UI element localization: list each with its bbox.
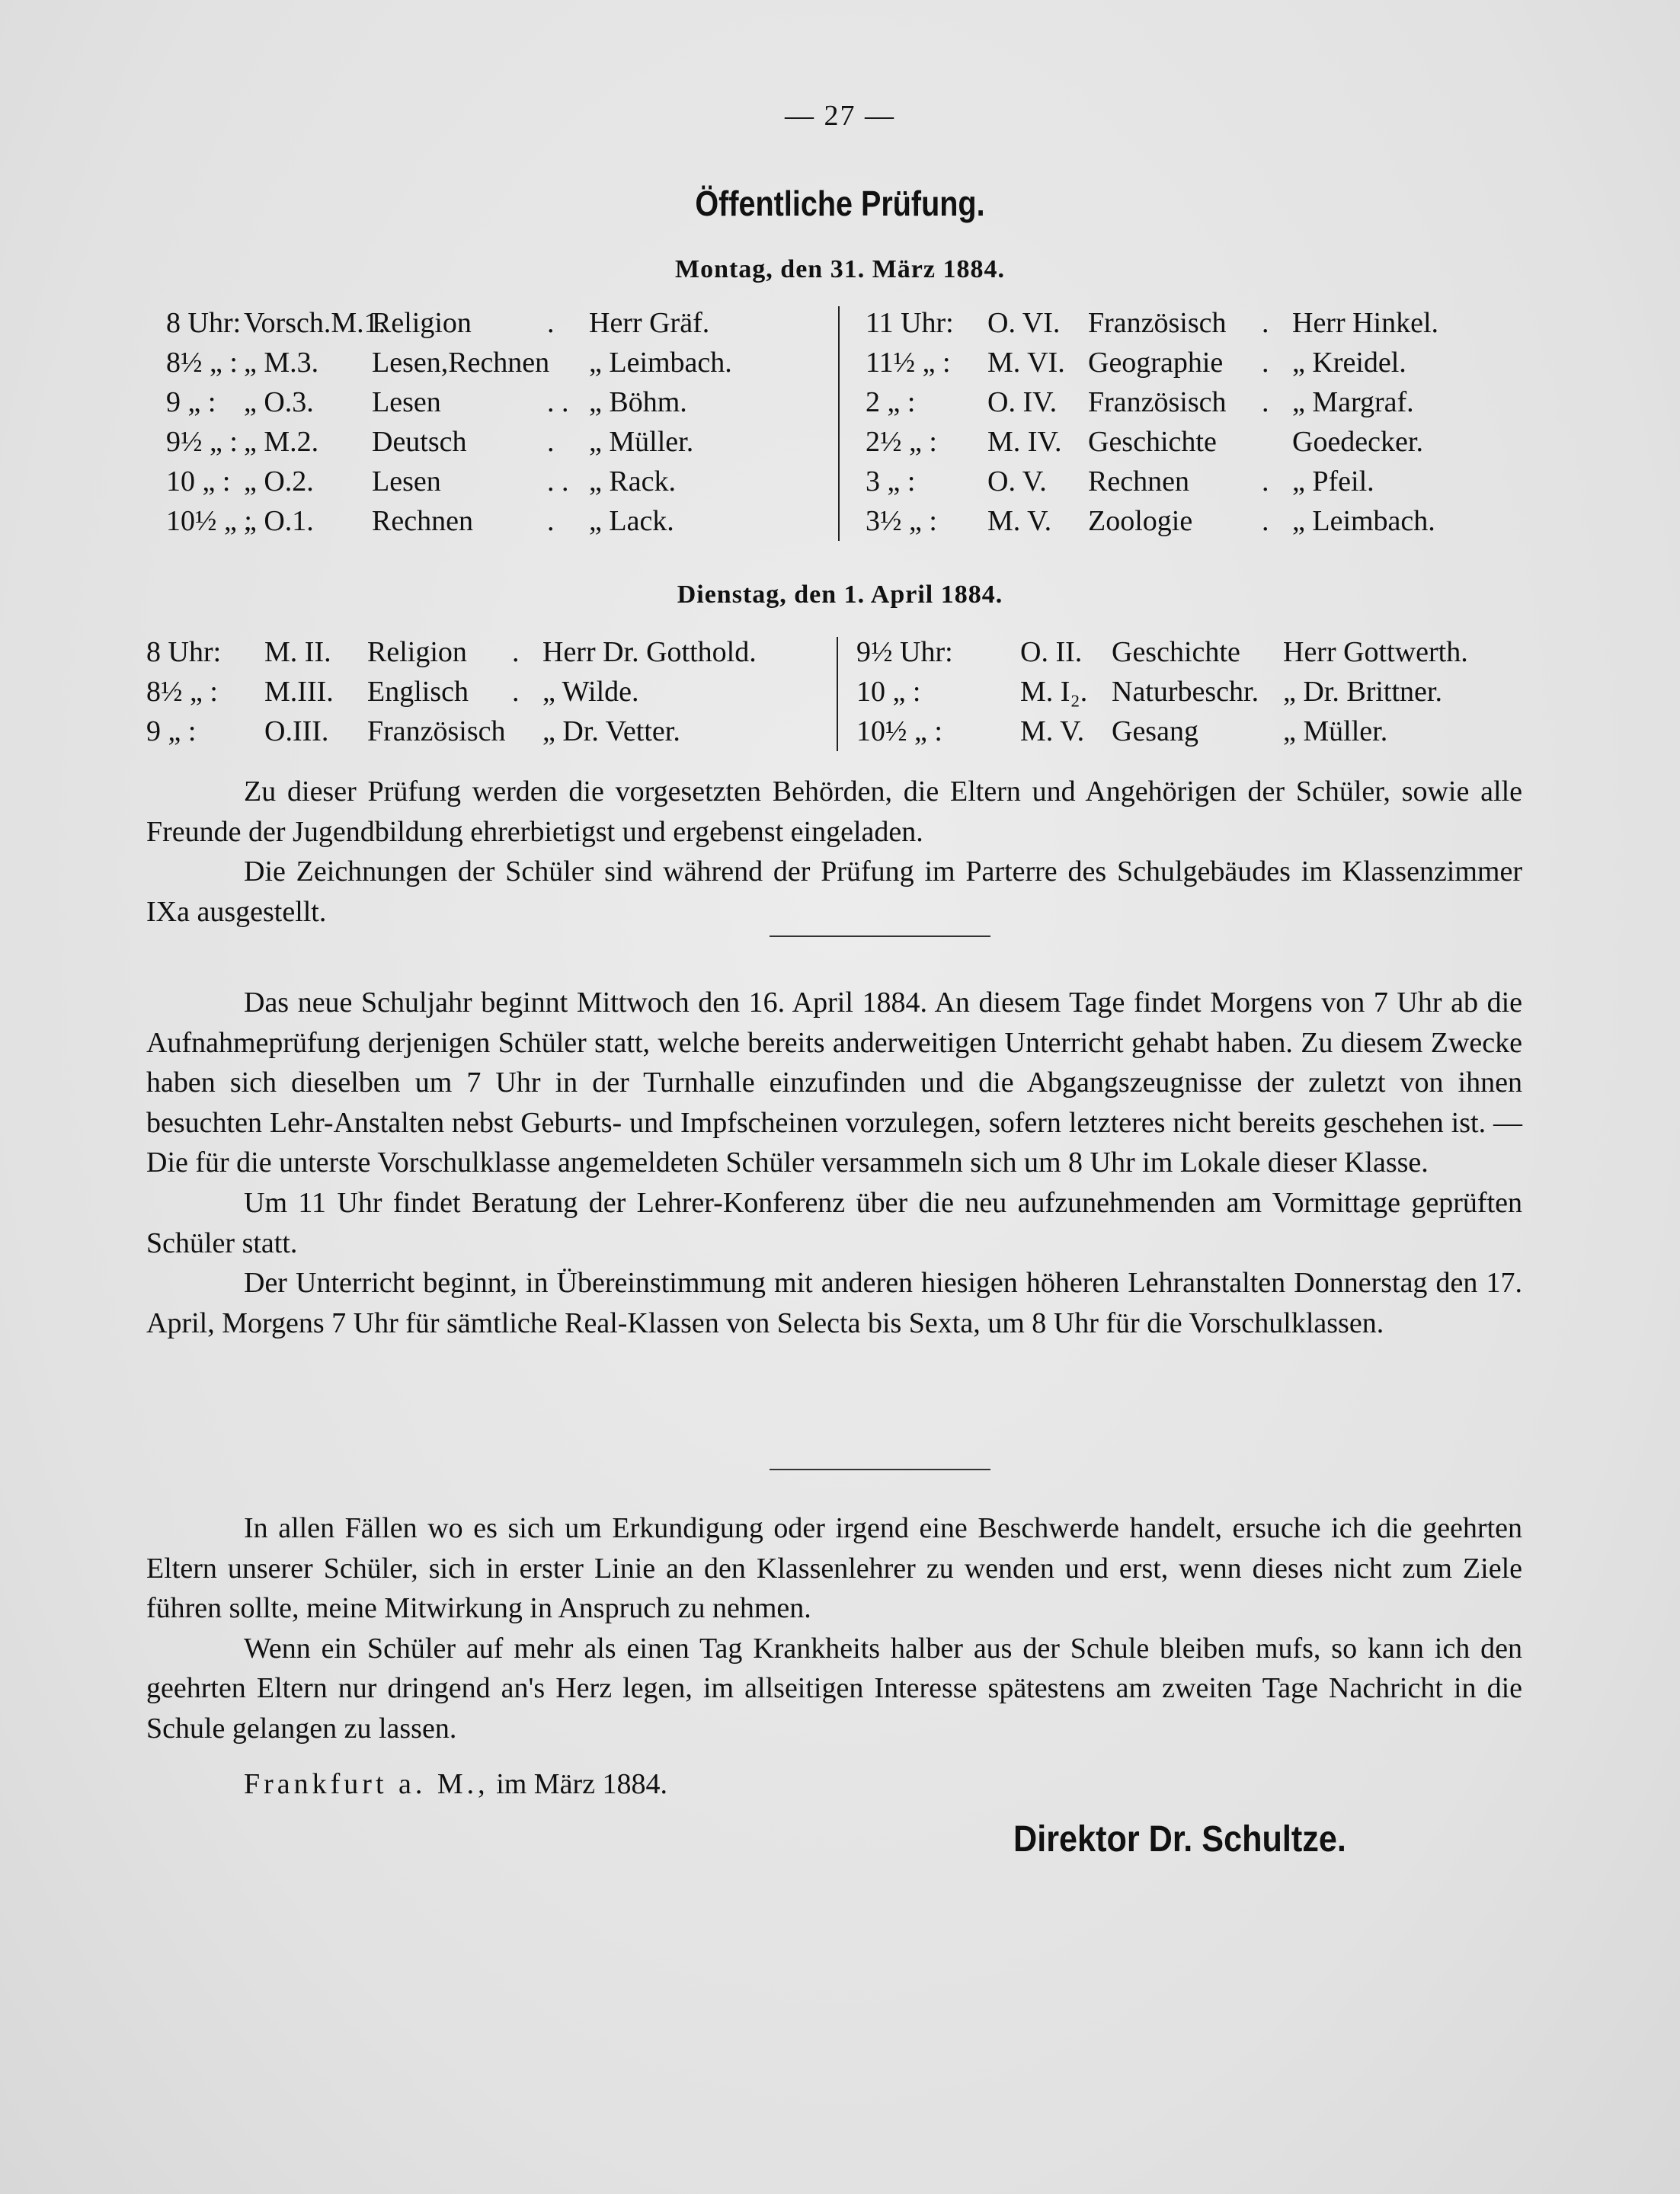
schedule-time: 10½ „ : <box>166 505 252 537</box>
schedule-subject: Rechnen <box>372 505 473 537</box>
schedule-teacher: „ Rack. <box>589 465 676 497</box>
schedule-subject: Zoologie <box>1088 505 1193 537</box>
schedule-teacher: Goedecker. <box>1292 426 1423 458</box>
schedule-time: 10½ „ : <box>856 715 942 747</box>
schedule-dots: . <box>512 636 520 668</box>
schedule-dots: . <box>1262 386 1269 418</box>
schedule-teacher: „ Kreidel. <box>1292 347 1406 379</box>
schedule-class: O. II. <box>1020 636 1083 668</box>
schedule-row <box>866 303 1536 343</box>
schedule-dots: . <box>547 307 555 339</box>
schedule-class: M. II. <box>264 636 331 668</box>
schedule-time: 8 Uhr: <box>146 636 222 668</box>
schedule-row <box>866 343 1536 382</box>
schedule-row <box>866 382 1536 422</box>
schedule-time: 11 Uhr: <box>866 307 954 339</box>
tuesday-schedule-right <box>856 632 1542 751</box>
schedule-time: 11½ „ : <box>866 347 951 379</box>
schedule-class: „ O.3. <box>244 386 314 418</box>
schedule-teacher: „ Margraf. <box>1292 386 1414 418</box>
schedule-time: 3 „ : <box>866 465 916 497</box>
divider-line <box>770 1469 990 1470</box>
schedule-time: 9 „ : <box>146 715 197 747</box>
schedule-class: O. V. <box>987 465 1047 497</box>
schedule-teacher: „ Böhm. <box>589 386 687 418</box>
schedule-subject: Naturbeschr. <box>1112 676 1259 708</box>
schedule-subject: Lesen,Rechnen <box>372 347 550 379</box>
schedule-subject: Lesen <box>372 386 441 418</box>
schedule-time: 10 „ : <box>166 465 231 497</box>
schedule-class: O. VI. <box>987 307 1061 339</box>
schedule-subject: Religion <box>367 636 467 668</box>
divider-line <box>770 935 990 937</box>
paragraph: Der Unterricht beginnt, in Übereinstimmung mit anderen hiesigen höheren Lehranstalten Donnerstag den 17. April, Morgens 7 Uhr für sämtliche Real-Klassen von Selecta bis Sexta, um 8 Uhr für die Vorschulklassen. <box>146 1267 1522 1339</box>
schedule-class: O. IV. <box>987 386 1058 418</box>
schedule-row <box>146 712 832 751</box>
place-date <box>244 1767 667 1801</box>
schedule-subject: Geschichte <box>1088 426 1217 458</box>
signature: Direktor Dr. Schultze. <box>1013 1819 1346 1860</box>
schedule-teacher: „ Dr. Vetter. <box>542 715 680 747</box>
schedule-teacher: „ Wilde. <box>542 676 639 708</box>
schedule-subject: Deutsch <box>372 426 467 458</box>
schedule-class: „ O.2. <box>244 465 314 497</box>
schedule-class: „ M.3. <box>244 347 319 379</box>
schedule-dots: . . <box>547 465 569 497</box>
paragraph: In allen Fällen wo es sich um Erkundigung oder irgend eine Beschwerde handelt, ersuche ich die geehrten Eltern unserer Schüler, sich in erster Linie an den Klassenlehrer zu wenden und erst, wenn dieses nicht zum Ziele führen sollte, meine Mitwirkung in Anspruch zu nehmen. <box>146 1512 1522 1625</box>
schedule-class: M.III. <box>264 676 334 708</box>
schedule-time: 9½ Uhr: <box>856 636 953 668</box>
schedule-time: 9 „ : <box>166 386 216 418</box>
schedule-dots: . <box>1262 505 1269 537</box>
schedule-dots: . <box>547 505 555 537</box>
monday-heading: Montag, den 31. März 1884. <box>674 255 1005 283</box>
place-city: Frankfurt a. M., <box>244 1768 489 1800</box>
schedule-class: M. I₂. <box>1020 676 1088 708</box>
schedule-class: „ O.1. <box>244 505 314 537</box>
monday-schedule-left <box>166 303 837 541</box>
schedule-class: M. VI. <box>987 347 1065 379</box>
paragraph: Um 11 Uhr findet Beratung der Lehrer-Konferenz über die neu aufzunehmenden am Vormittage geprüften Schüler statt. <box>146 1186 1522 1259</box>
schedule-row <box>146 672 832 712</box>
invitation-text <box>146 772 1522 932</box>
schedule-dots: . <box>1262 307 1269 339</box>
paragraph: Die Zeichnungen der Schüler sind während der Prüfung im Parterre des Schulgebäudes im Klassenzimmer IXa ausgestellt. <box>146 856 1522 928</box>
schedule-row <box>166 343 837 382</box>
schedule-teacher: „ Lack. <box>589 505 674 537</box>
schedule-row <box>866 501 1536 541</box>
column-divider <box>838 306 840 541</box>
schedule-row <box>166 501 837 541</box>
schedule-subject: Französisch <box>1088 307 1227 339</box>
schedule-teacher: „ Pfeil. <box>1292 465 1374 497</box>
schedule-dots: . <box>1262 347 1269 379</box>
monday-schedule-right <box>866 303 1536 541</box>
schedule-row <box>166 462 837 501</box>
schedule-row <box>866 422 1536 462</box>
schedule-time: 8½ „ : <box>166 347 238 379</box>
schedule-time: 2 „ : <box>866 386 916 418</box>
schedule-subject: Lesen <box>372 465 441 497</box>
schedule-row <box>146 632 832 672</box>
schedule-teacher: Herr Dr. Gotthold. <box>542 636 757 668</box>
schedule-row <box>856 712 1542 751</box>
place-date-text: im März 1884. <box>496 1768 667 1800</box>
schedule-time: 8½ „ : <box>146 676 218 708</box>
schedule-teacher: „ Müller. <box>589 426 694 458</box>
schedule-class: „ M.2. <box>244 426 319 458</box>
schedule-subject: Geographie <box>1088 347 1224 379</box>
schedule-subject: Französisch <box>1088 386 1227 418</box>
schedule-row <box>856 672 1542 712</box>
tuesday-heading: Dienstag, den 1. April 1884. <box>677 580 1003 609</box>
schedule-class: M. V. <box>987 505 1052 537</box>
page-number: — 27 — <box>785 100 895 132</box>
schedule-teacher: Herr Hinkel. <box>1292 307 1439 339</box>
column-divider <box>837 637 838 751</box>
paragraph: Das neue Schuljahr beginnt Mittwoch den 16. April 1884. An diesem Tage findet Morgens von 7 Uhr ab die Aufnahmeprüfung derjenigen Schüler statt, welche bereits anderweitigen Unterricht gehabt haben. Zu diesem Zwecke haben sich dieselben um 7 Uhr in der Turnhalle einzufinden und die Abgangszeugnisse der zuletzt von ihnen besuchten Lehr-Anstalten nebst Geburts- und Impfscheinen vorzulegen, sofern letzteres nicht bereits geschehen ist. — Die für die unterste Vorschulklasse angemeldeten Schüler versammeln sich um 8 Uhr im Lokale dieser Klasse. <box>146 987 1522 1179</box>
page-title: Öffentliche Prüfung. <box>695 184 985 223</box>
school-year-text <box>146 983 1522 1343</box>
schedule-row <box>166 382 837 422</box>
schedule-row <box>166 303 837 343</box>
schedule-teacher: Herr Gottwerth. <box>1283 636 1468 668</box>
schedule-subject: Religion <box>372 307 472 339</box>
tuesday-schedule-left <box>146 632 832 751</box>
parents-notice-text <box>146 1508 1522 1749</box>
schedule-row <box>166 422 837 462</box>
schedule-teacher: „ Leimbach. <box>589 347 732 379</box>
schedule-class: M. IV. <box>987 426 1062 458</box>
schedule-time: 9½ „ : <box>166 426 238 458</box>
paragraph: Zu dieser Prüfung werden die vorgesetzten Behörden, die Eltern und Angehörigen der Schüler, sowie alle Freunde der Jugendbildung ehrerbietigst und ergebenst eingeladen. <box>146 776 1522 848</box>
schedule-dots: . <box>1262 465 1269 497</box>
schedule-teacher: „ Leimbach. <box>1292 505 1435 537</box>
schedule-teacher: Herr Gräf. <box>589 307 710 339</box>
schedule-time: 2½ „ : <box>866 426 937 458</box>
schedule-subject: Gesang <box>1112 715 1198 747</box>
schedule-time: 10 „ : <box>856 676 921 708</box>
schedule-time: 8 Uhr: <box>166 307 242 339</box>
schedule-dots: . . <box>547 386 569 418</box>
schedule-class: M. V. <box>1020 715 1085 747</box>
schedule-row <box>866 462 1536 501</box>
schedule-class: O.III. <box>264 715 329 747</box>
schedule-subject: Französisch <box>367 715 506 747</box>
schedule-dots: . <box>547 426 555 458</box>
schedule-dots: . <box>512 676 520 708</box>
schedule-time: 3½ „ : <box>866 505 937 537</box>
paragraph: Wenn ein Schüler auf mehr als einen Tag Krankheits halber aus der Schule bleiben mufs, so kann ich den geehrten Eltern nur dringend an's Herz legen, im allseitigen Interesse spätestens am zweiten Tage Nachricht in die Schule gelangen zu lassen. <box>146 1632 1522 1745</box>
schedule-subject: Rechnen <box>1088 465 1189 497</box>
schedule-teacher: „ Müller. <box>1283 715 1388 747</box>
schedule-class: Vorsch.M.1. <box>244 307 386 339</box>
schedule-row <box>856 632 1542 672</box>
schedule-subject: Geschichte <box>1112 636 1240 668</box>
schedule-teacher: „ Dr. Brittner. <box>1283 676 1442 708</box>
schedule-subject: Englisch <box>367 676 469 708</box>
